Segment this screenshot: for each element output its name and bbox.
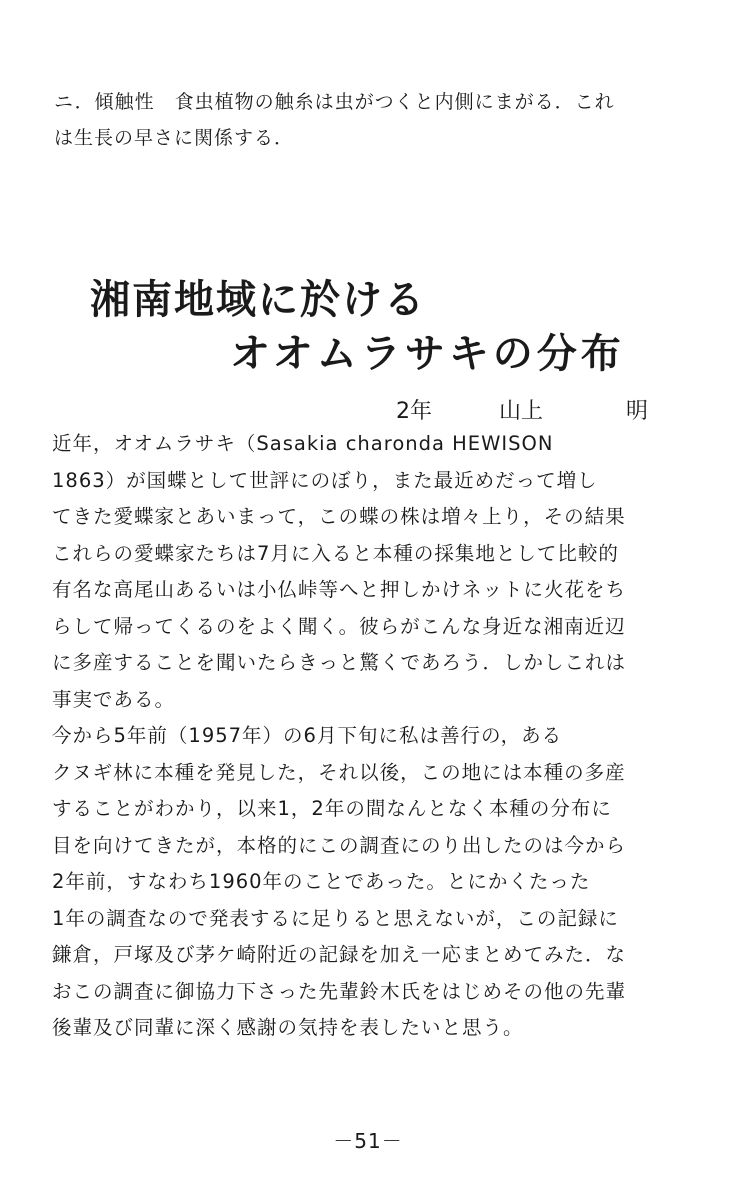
paragraph-1-line: 有名な高尾山あるいは小仏峠等へと押しかけネットに火花をち xyxy=(52,578,627,601)
author-family-name: 山上 xyxy=(499,399,544,424)
previous-section-text xyxy=(54,84,694,156)
paragraph-1-line: らして帰ってくるのをよく聞く。彼らがこんな身近な湘南近辺 xyxy=(52,614,626,638)
paragraph-1-line: に多産することを聞いたらきっと驚くであろう．しかしこれは xyxy=(52,651,627,674)
paragraph-1-line: 事実である。 xyxy=(52,687,176,711)
page-number: －51－ xyxy=(333,1129,403,1153)
article-body xyxy=(52,426,702,1047)
paragraph-2-line: 1年の調査なので発表するに足りると思えないが，この記録に xyxy=(52,906,619,930)
paragraph-2-line: クヌギ林に本種を発見した，それ以後，この地には本種の多産 xyxy=(52,760,626,784)
paragraph-1-line: これらの愛蝶家たちは7月に入ると本種の採集地として比較的 xyxy=(52,541,619,565)
author-line xyxy=(396,394,686,425)
previous-section-line: は生長の早さに関係する． xyxy=(54,127,295,149)
paragraph-2-line: 鎌倉，戸塚及び茅ケ崎附近の記録を加え一応まとめてみた．な xyxy=(52,943,627,966)
paragraph-2-line: することがわかり，以来1，2年の間なんとなく本種の分布に xyxy=(52,797,612,820)
paragraph-1-line: てきた愛蝶家とあいまって，この蝶の株は増々上り，その結果 xyxy=(52,505,626,528)
paragraph-2-line: おこの調査に御協力下さった先輩鈴木氏をはじめその他の先輩 xyxy=(52,979,627,1003)
paragraph-2-line: 今から5年前（1957年）の6月下旬に私は善行の，ある xyxy=(52,724,563,747)
paragraph-2-line: 2年前，すなわち1960年のことであった。とにかくたった xyxy=(52,870,591,893)
paragraph-2-line: 目を向けてきたが，本格的にこの調査にのり出したのは今から xyxy=(52,833,627,857)
paragraph-2-line: 後輩及び同輩に深く感謝の気持を表したいと思う。 xyxy=(52,1016,524,1039)
author-grade: 2年 xyxy=(396,399,432,424)
previous-section-line: ニ．傾触性 食虫植物の触糸は虫がつくと内側にまがる．これ xyxy=(54,91,615,113)
author-given-name: 明 xyxy=(626,399,649,424)
article-title-line-2: オオムラサキの分布 xyxy=(230,330,625,377)
paragraph-1-line: 1863）が国蝶として世評にのぼり，また最近めだって増し xyxy=(52,468,598,492)
paragraph-1-line: 近年，オオムラサキ（Sasakia charonda HEWISON xyxy=(52,432,554,455)
article-title-line-1: 湘南地域に於ける xyxy=(90,276,426,323)
